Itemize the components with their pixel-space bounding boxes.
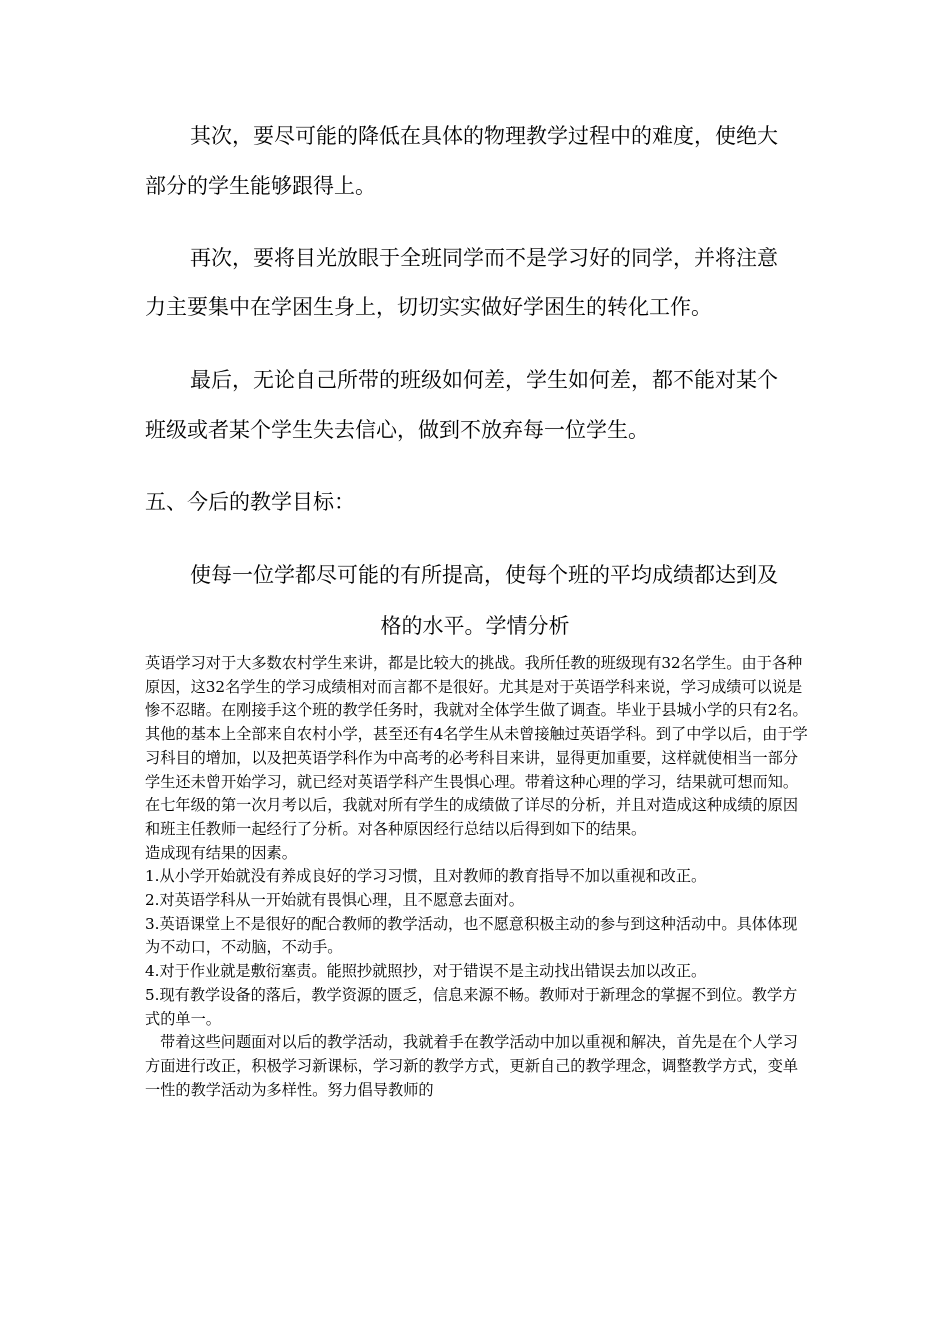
goal-line1: 使每一位学都尽可能的有所提高，使每个班的平均成绩都达到及 <box>190 563 778 587</box>
intro-paragraph: 英语学习对于大多数农村学生来讲，都是比较大的挑战。我所任教的班级现有32名学生。由于各种原因，这32名学生的学习成绩相对而言都不是很好。尤其是对于英语学科来说，学习成绩可以说是惨不忍睹。在刚接手这个班的教学任务时，我就对全体学生做了调查。毕业于县城小学的只有2名。其他的基本上全部来自农村小学，甚至还有4名学生从未曾接触过英语学科。到了中学以后，由于学习科目的增加，以及把英语学科作为中高考的必考科目来讲，显得更加重要，这样就使相当一部分学生还未曾开始学习，就已经对英语学科产生畏惧心理。带着这种心理的学习，结果就可想而知。在七年级的第一次月考以后，我就对所有学生的成绩做了详尽的分析，并且对造成这种成绩的原因和班主任教师一起经行了分析。对各种原因经行总结以后得到如下的结果。 <box>145 654 808 838</box>
paragraph-last-line1: 最后，无论自己所带的班级如何差，学生如何差，都不能对某个 <box>190 368 778 392</box>
factor-item-3: 3.英语课堂上不是很好的配合教师的教学活动，也不愿意积极主动的参与到这种活动中。具体体现为不动口，不动脑，不动手。 <box>145 914 798 957</box>
paragraph-second-line2: 部分的学生能够跟得上。 <box>145 174 376 198</box>
goal-line2-heading: 格的水平。学情分析 <box>380 614 570 638</box>
paragraph-third-line1: 再次，要将目光放眼于全班同学而不是学习好的同学，并将注意 <box>190 246 778 270</box>
section-heading-five: 五、今后的教学目标： <box>145 490 355 514</box>
paragraph-second-line1: 其次，要尽可能的降低在具体的物理教学过程中的难度，使绝大 <box>190 124 778 148</box>
factor-item-1: 1.从小学开始就没有养成良好的学习习惯，且对教师的教育指导不加以重视和改正。 <box>145 867 707 886</box>
factor-item-5: 5.现有教学设备的落后，教学资源的匮乏，信息来源不畅。教师对于新理念的掌握不到位。教学方式的单一。 <box>145 985 798 1028</box>
paragraph-third-line2: 力主要集中在学困生身上，切切实实做好学困生的转化工作。 <box>145 295 712 319</box>
factor-item-4: 4.对于作业就是敷衍塞责。能照抄就照抄，对于错误不是主动找出错误去加以改正。 <box>145 962 707 981</box>
factors-title: 造成现有结果的因素。 <box>145 843 297 862</box>
lower-section <box>145 652 810 1102</box>
paragraph-last-line2: 班级或者某个学生失去信心，做到不放弃每一位学生。 <box>145 418 649 442</box>
closing-paragraph: 带着这些问题面对以后的教学活动，我就着手在教学活动中加以重视和解决，首先是在个人学习方面进行改正，积极学习新课标，学习新的教学方式，更新自己的教学理念，调整教学方式，变单一性的教学活动为多样性。努力倡导教师的 <box>145 1033 799 1099</box>
factor-item-2: 2.对英语学科从一开始就有畏惧心理，且不愿意去面对。 <box>145 891 524 910</box>
